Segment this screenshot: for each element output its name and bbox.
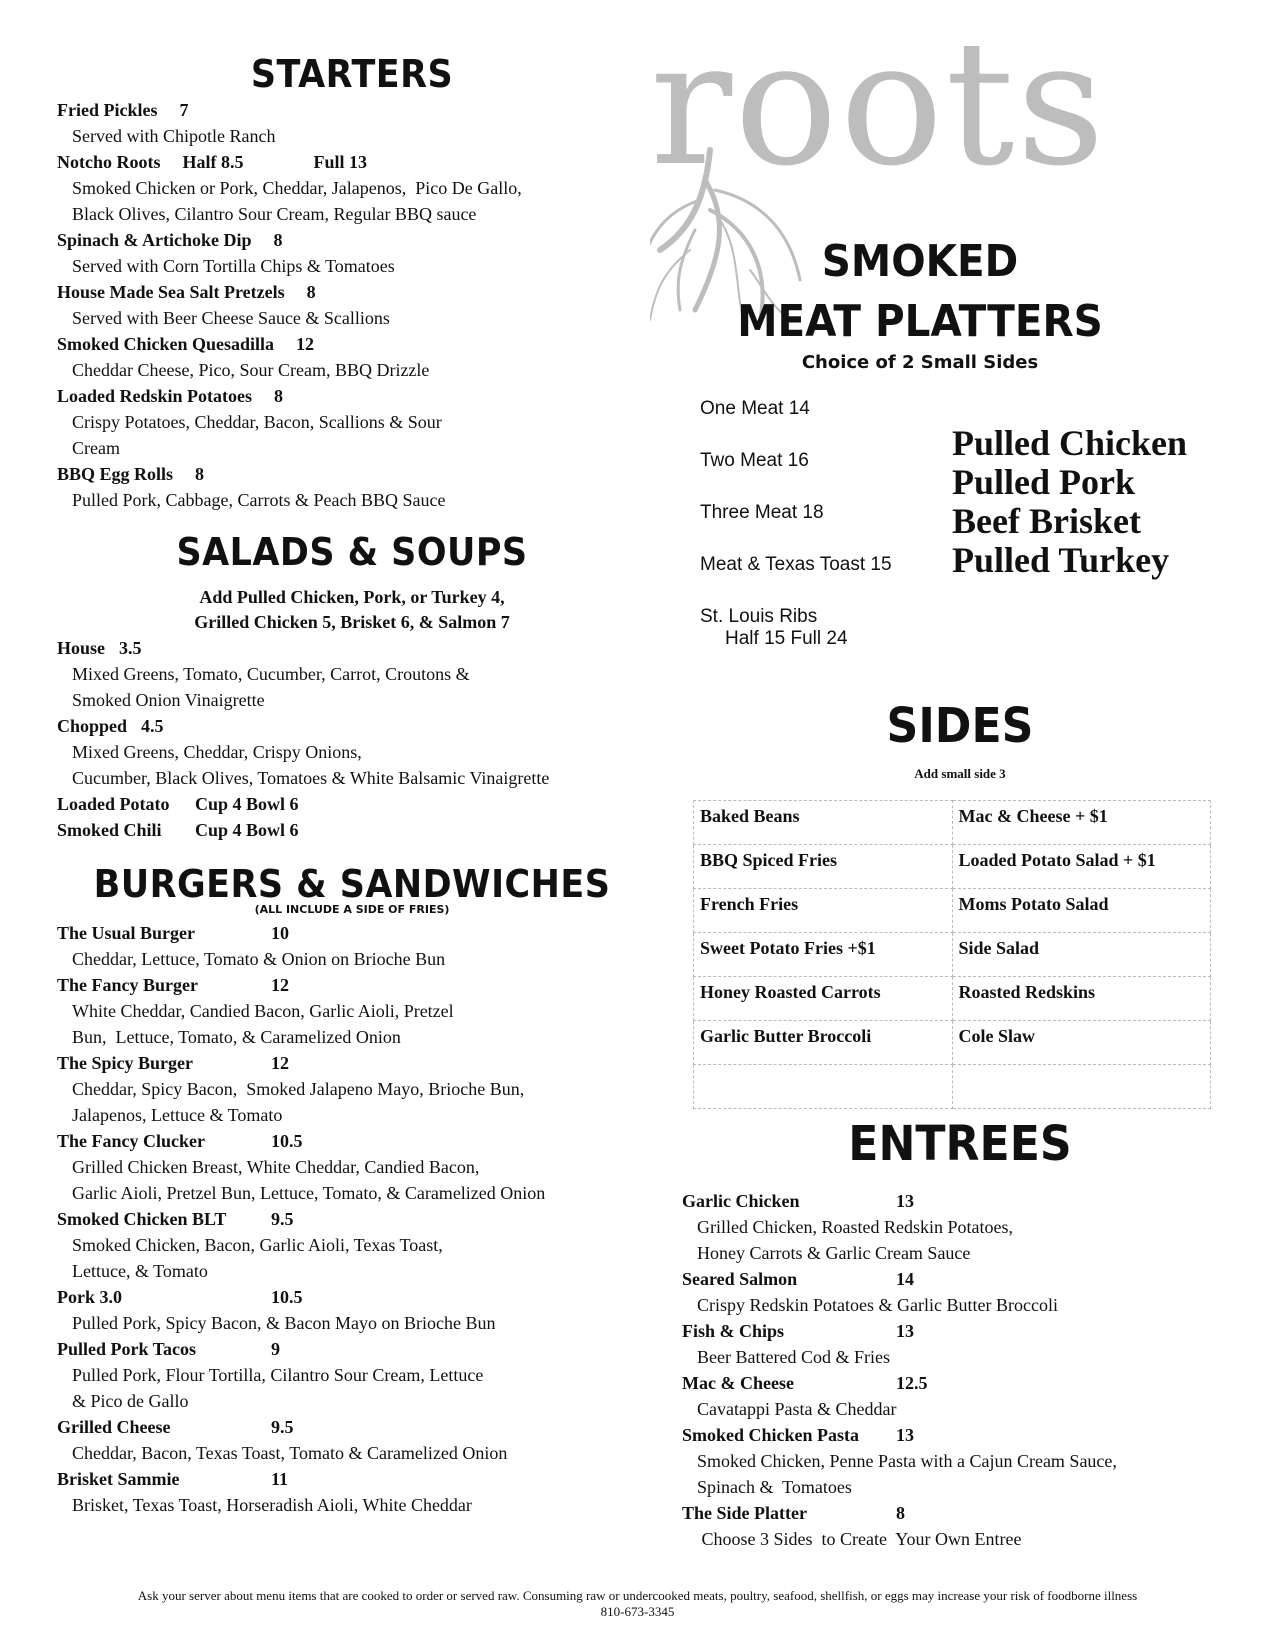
sides-subheading: Add small side 3 — [914, 766, 1006, 781]
sides-row — [694, 801, 1211, 845]
sides-table — [693, 800, 1211, 1109]
side-item: Sweet Potato Fries +$1 — [694, 933, 953, 977]
item-description: Brisket, Texas Toast, Horseradish Aioli, White Cheddar — [72, 1495, 472, 1515]
item-price: 13 — [896, 1191, 914, 1211]
item-description: Garlic Aioli, Pretzel Bun, Lettuce, Tomato, & Caramelized Onion — [72, 1183, 546, 1203]
item-price: 8 — [896, 1503, 905, 1523]
side-item: Mac & Cheese + $1 — [952, 801, 1211, 845]
menu-item — [57, 1128, 647, 1154]
menu-item — [682, 1188, 1242, 1214]
addon-line: Grilled Chicken 5, Brisket 6, & Salmon 7 — [194, 612, 510, 632]
footer — [0, 1588, 1275, 1620]
item-description: Cheddar Cheese, Pico, Sour Cream, BBQ Drizzle — [72, 360, 430, 380]
footer-disclaimer: Ask your server about menu items that are cooked to order or served raw. Consuming raw or undercooked meats, poultry, seafood, shellfish, or eggs may increase your risk of foodborne illness — [137, 1588, 1138, 1603]
item-price: 9.5 — [271, 1417, 294, 1437]
item-description: Choose 3 Sides to Create Your Own Entree — [697, 1529, 1022, 1549]
side-item: French Fries — [694, 889, 953, 933]
item-description: Spinach & Tomatoes — [697, 1477, 852, 1497]
side-item — [694, 1065, 953, 1109]
side-item — [952, 1065, 1211, 1109]
side-item: Baked Beans — [694, 801, 953, 845]
item-description: Pulled Pork, Cabbage, Carrots & Peach BBQ Sauce — [72, 490, 446, 510]
sides-row — [694, 889, 1211, 933]
meat-choice: Pulled Pork — [952, 462, 1136, 502]
platter-option: Meat & Texas Toast 15 — [700, 554, 892, 575]
platter-options — [700, 398, 940, 650]
item-description: Pulled Pork, Flour Tortilla, Cilantro Sour Cream, Lettuce — [72, 1365, 484, 1385]
item-description: Cream — [72, 438, 120, 458]
item-price: 12 — [296, 334, 315, 354]
item-description: Jalapenos, Lettuce & Tomato — [72, 1105, 283, 1125]
menu-item — [57, 97, 647, 123]
item-price: 8 — [273, 230, 283, 250]
footer-phone: 810-673-3345 — [600, 1604, 675, 1619]
platter-option: One Meat 14 — [700, 398, 810, 419]
item-name: House Made Sea Salt Pretzels — [57, 282, 285, 302]
menu-item — [57, 1206, 647, 1232]
item-price: 4.5 — [141, 716, 164, 736]
side-item: Roasted Redskins — [952, 977, 1211, 1021]
item-price: 9 — [271, 1339, 280, 1359]
menu-item — [682, 1266, 1242, 1292]
meat-choices — [952, 424, 1187, 580]
item-description: Cavatappi Pasta & Cheddar — [697, 1399, 897, 1419]
menu-item — [57, 972, 647, 998]
meat-choice: Beef Brisket — [952, 501, 1141, 541]
item-description: Mixed Greens, Tomato, Cucumber, Carrot, Croutons & — [72, 664, 470, 684]
menu-item — [57, 1414, 647, 1440]
starters-heading: STARTERS — [250, 52, 454, 96]
soup-item — [57, 791, 647, 817]
item-description: Honey Carrots & Garlic Cream Sauce — [697, 1243, 971, 1263]
menu-item — [57, 1466, 647, 1492]
salads-heading: SALADS & SOUPS — [176, 530, 528, 574]
side-item: BBQ Spiced Fries — [694, 845, 953, 889]
platters-heading — [736, 232, 1104, 352]
item-name: Pulled Pork Tacos — [57, 1339, 197, 1359]
item-description: White Cheddar, Candied Bacon, Garlic Aioli, Pretzel — [72, 1001, 454, 1021]
item-description: & Pico de Gallo — [72, 1391, 189, 1411]
item-name: House — [57, 638, 106, 658]
platter-option: Two Meat 16 — [700, 450, 809, 471]
item-description: Served with Corn Tortilla Chips & Tomatoes — [72, 256, 395, 276]
entrees-list — [682, 1188, 1242, 1552]
item-description: Cheddar, Spicy Bacon, Smoked Jalapeno Mayo, Brioche Bun, — [72, 1079, 525, 1099]
menu-item — [682, 1500, 1242, 1526]
sides-heading: SIDES — [886, 698, 1034, 754]
item-description: Cheddar, Lettuce, Tomato & Onion on Brioche Bun — [72, 949, 446, 969]
sides-row — [694, 933, 1211, 977]
item-name: The Fancy Clucker — [57, 1131, 205, 1151]
addon-line: Add Pulled Chicken, Pork, or Turkey 4, — [199, 587, 505, 607]
side-item: Side Salad — [952, 933, 1211, 977]
item-price: Half 8.5 — [182, 152, 244, 172]
item-description: Beer Battered Cod & Fries — [697, 1347, 890, 1367]
item-name: Brisket Sammie — [57, 1469, 180, 1489]
roots-logo: roots — [650, 3, 1107, 204]
left-column — [57, 52, 647, 1518]
menu-item — [57, 1336, 647, 1362]
item-name: Loaded Potato — [57, 794, 170, 814]
item-name: Chopped — [57, 716, 128, 736]
platters-heading-line2: MEAT PLATTERS — [737, 296, 1103, 347]
item-price: 14 — [896, 1269, 914, 1289]
item-description: Grilled Chicken Breast, White Cheddar, Candied Bacon, — [72, 1157, 480, 1177]
starters-list — [57, 97, 647, 513]
item-price: 13 — [896, 1321, 914, 1341]
menu-item — [57, 461, 647, 487]
item-price: 8 — [195, 464, 205, 484]
item-name: Garlic Chicken — [682, 1191, 800, 1211]
menu-item — [57, 383, 647, 409]
burgers-subnote: (ALL INCLUDE A SIDE OF FRIES) — [254, 903, 450, 916]
item-price-full: Full 13 — [313, 152, 368, 172]
burgers-list — [57, 920, 647, 1518]
item-name: The Side Platter — [682, 1503, 807, 1523]
ribs-label: St. Louis Ribs — [700, 606, 818, 627]
item-name: Seared Salmon — [682, 1269, 798, 1289]
side-item: Cole Slaw — [952, 1021, 1211, 1065]
item-description: Smoked Chicken or Pork, Cheddar, Jalapenos, Pico De Gallo, — [72, 178, 522, 198]
item-price: 7 — [179, 100, 189, 120]
menu-item — [57, 1050, 647, 1076]
item-description: Grilled Chicken, Roasted Redskin Potatoes, — [697, 1217, 1013, 1237]
soups-list — [57, 791, 647, 843]
menu-item — [57, 1284, 647, 1310]
item-price: 10.5 — [271, 1287, 303, 1307]
item-price: 3.5 — [119, 638, 142, 658]
item-name: Fried Pickles — [57, 100, 158, 120]
item-name: Mac & Cheese — [682, 1373, 794, 1393]
item-name: Fish & Chips — [682, 1321, 785, 1341]
item-price: 12 — [271, 975, 289, 995]
item-description: Smoked Chicken, Bacon, Garlic Aioli, Texas Toast, — [72, 1235, 443, 1255]
item-name: Smoked Chicken Pasta — [682, 1425, 860, 1445]
side-item: Loaded Potato Salad + $1 — [952, 845, 1211, 889]
item-description: Served with Chipotle Ranch — [72, 126, 276, 146]
item-description: Served with Beer Cheese Sauce & Scallions — [72, 308, 390, 328]
menu-item — [57, 227, 647, 253]
side-item: Garlic Butter Broccoli — [694, 1021, 953, 1065]
salads-addon — [57, 585, 647, 635]
item-description: Pulled Pork, Spicy Bacon, & Bacon Mayo on Brioche Bun — [72, 1313, 496, 1333]
item-description: Mixed Greens, Cheddar, Crispy Onions, — [72, 742, 362, 762]
sides-row — [694, 977, 1211, 1021]
item-price: Cup 4 Bowl 6 — [195, 820, 299, 840]
item-price: 13 — [896, 1425, 914, 1445]
item-price: 12 — [271, 1053, 289, 1073]
item-name: Smoked Chicken BLT — [57, 1209, 227, 1229]
item-name: Grilled Cheese — [57, 1417, 171, 1437]
entrees-heading: ENTREES — [848, 1116, 1072, 1172]
item-description: Cucumber, Black Olives, Tomatoes & White Balsamic Vinaigrette — [72, 768, 550, 788]
item-price: 9.5 — [271, 1209, 294, 1229]
item-description: Black Olives, Cilantro Sour Cream, Regular BBQ sauce — [72, 204, 477, 224]
meat-choice: Pulled Turkey — [952, 540, 1170, 580]
item-description: Crispy Potatoes, Cheddar, Bacon, Scallions & Sour — [72, 412, 442, 432]
item-name: Notcho Roots — [57, 152, 161, 172]
item-price: 10 — [271, 923, 289, 943]
item-price: 10.5 — [271, 1131, 303, 1151]
salads-list — [57, 635, 647, 791]
item-name: Spinach & Artichoke Dip — [57, 230, 252, 250]
item-name: The Fancy Burger — [57, 975, 198, 995]
item-name: BBQ Egg Rolls — [57, 464, 174, 484]
item-price: Cup 4 Bowl 6 — [195, 794, 299, 814]
platters-choice: Choice of 2 Small Sides — [801, 352, 1039, 373]
item-description: Lettuce, & Tomato — [72, 1261, 208, 1281]
item-description: Bun, Lettuce, Tomato, & Caramelized Onion — [72, 1027, 401, 1047]
menu-item — [57, 920, 647, 946]
menu-item — [682, 1422, 1242, 1448]
side-item: Moms Potato Salad — [952, 889, 1211, 933]
item-price: 12.5 — [896, 1373, 928, 1393]
platters-heading-line1: SMOKED — [821, 236, 1019, 287]
menu-item — [57, 331, 647, 357]
sides-row — [694, 845, 1211, 889]
menu-item — [57, 149, 647, 175]
menu-item — [682, 1370, 1242, 1396]
soup-item — [57, 817, 647, 843]
item-description: Smoked Onion Vinaigrette — [72, 690, 265, 710]
menu-item — [57, 713, 647, 739]
burgers-heading: BURGERS & SANDWICHES — [93, 862, 611, 906]
item-name: Smoked Chicken Quesadilla — [57, 334, 275, 354]
item-description: Smoked Chicken, Penne Pasta with a Cajun Cream Sauce, — [697, 1451, 1117, 1471]
ribs-prices: Half 15 Full 24 — [725, 628, 848, 649]
meat-choice: Pulled Chicken — [952, 423, 1188, 463]
menu-item — [682, 1318, 1242, 1344]
item-price: 8 — [306, 282, 316, 302]
item-name: Smoked Chili — [57, 820, 162, 840]
item-name: Loaded Redskin Potatoes — [57, 386, 253, 406]
item-name: The Usual Burger — [57, 923, 196, 943]
menu-item — [57, 279, 647, 305]
item-description: Crispy Redskin Potatoes & Garlic Butter Broccoli — [697, 1295, 1058, 1315]
sides-row — [694, 1065, 1211, 1109]
item-description: Cheddar, Bacon, Texas Toast, Tomato & Caramelized Onion — [72, 1443, 508, 1463]
menu-item — [57, 635, 647, 661]
item-name: The Spicy Burger — [57, 1053, 194, 1073]
platter-option: Three Meat 18 — [700, 502, 824, 523]
item-name: Pork 3.0 — [57, 1287, 122, 1307]
side-item: Honey Roasted Carrots — [694, 977, 953, 1021]
item-price: 8 — [274, 386, 284, 406]
item-price: 11 — [271, 1469, 289, 1489]
sides-row — [694, 1021, 1211, 1065]
